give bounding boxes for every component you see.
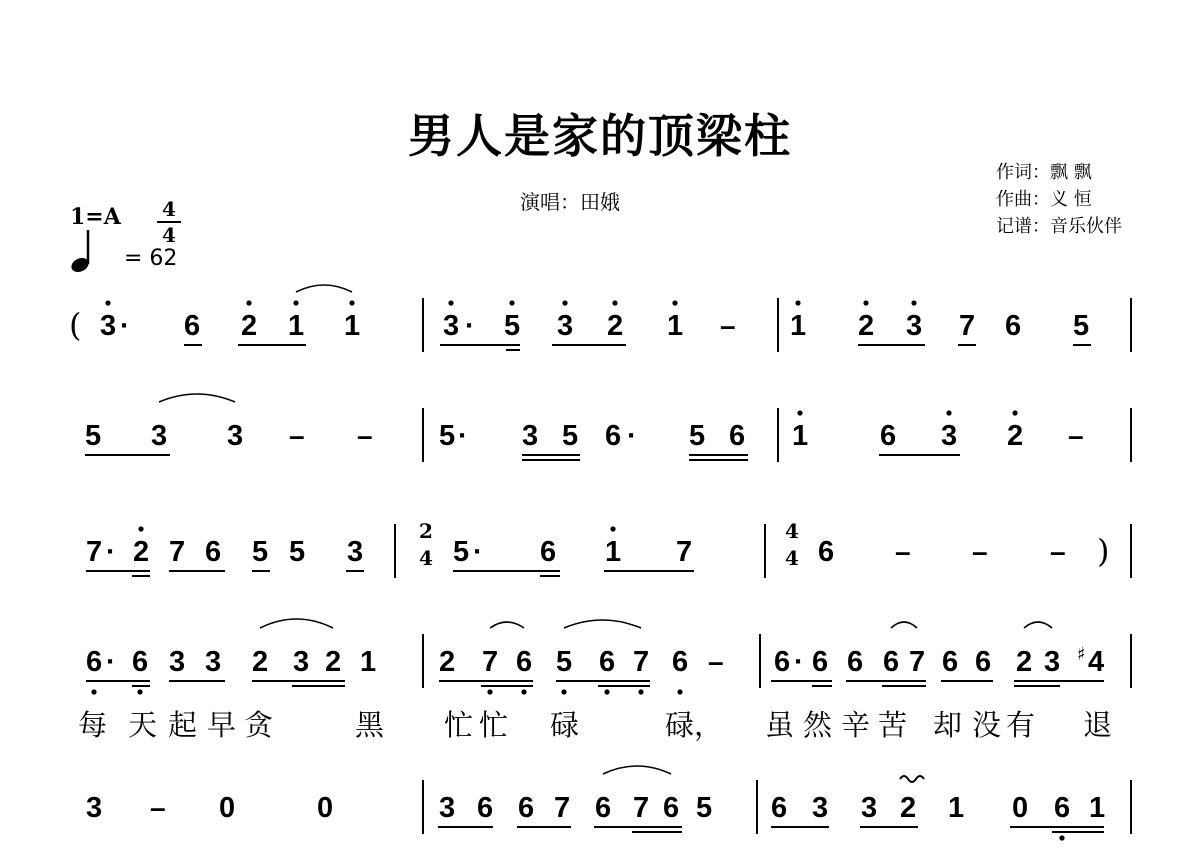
jianpu-note: 6 [729, 420, 746, 452]
jianpu-note: 2 [252, 646, 269, 678]
sharp-accidental: ♯ [1077, 644, 1086, 665]
jianpu-note: 3 [1044, 646, 1061, 678]
jianpu-note: 1 [667, 310, 684, 342]
high-octave-dot [863, 300, 868, 305]
high-octave-dot [612, 300, 617, 305]
jianpu-note: 5 [439, 420, 456, 452]
high-octave-dot [797, 410, 802, 415]
dash-hold: – [357, 420, 373, 451]
jianpu-note: 6 [847, 646, 864, 678]
lyric-syllable: 辛 [841, 708, 871, 742]
jianpu-note: 7 [959, 310, 976, 342]
jianpu-note: 1 [360, 646, 377, 678]
jianpu-note: 6 [132, 646, 149, 678]
jianpu-note: 3 [169, 646, 186, 678]
jianpu-note: 7 [676, 536, 693, 568]
jianpu-note: 6 [883, 646, 900, 678]
song-title: 男人是家的顶梁柱 [408, 109, 792, 163]
lyric-syllable: 忙 [479, 708, 509, 742]
jianpu-note: 3 [100, 310, 117, 342]
jianpu-note: 6 [975, 646, 992, 678]
jianpu-note: 7 [633, 646, 650, 678]
lyric-syllable: 却 [933, 708, 963, 742]
slur-arc [603, 766, 671, 774]
time-signature-denominator: 4 [162, 223, 176, 247]
jianpu-note: 6 [1005, 310, 1022, 342]
augmentation-dot: · [106, 536, 116, 568]
high-octave-dot [246, 300, 251, 305]
time-signature-numerator: 4 [162, 197, 176, 221]
jianpu-note: 5 [556, 646, 573, 678]
low-octave-dot [91, 689, 96, 694]
lyric-syllable: 碌， [665, 708, 724, 742]
jianpu-note: 5 [696, 792, 713, 824]
jianpu-note: 6 [205, 536, 222, 568]
jianpu-note: 7 [909, 646, 926, 678]
lyric-syllable: 起 [168, 708, 198, 742]
jianpu-note: 6 [605, 420, 622, 452]
jianpu-note: 2 [241, 310, 258, 342]
lyric-syllable: 贪 [244, 708, 274, 742]
open-paren: ( [69, 306, 82, 344]
jianpu-note: 5 [453, 536, 470, 568]
jianpu-note: 3 [227, 420, 244, 452]
jianpu-note: 6 [774, 646, 791, 678]
jianpu-note: 7 [86, 536, 103, 568]
low-octave-dot [638, 689, 643, 694]
dash-hold: – [720, 310, 736, 341]
jianpu-note: 2 [1007, 420, 1024, 452]
lyric-syllable: 忙 [444, 708, 474, 742]
low-octave-dot [521, 689, 526, 694]
jianpu-note: 5 [289, 536, 306, 568]
time-signature-digit: 2 [419, 519, 433, 543]
dash-hold: – [972, 536, 988, 567]
jianpu-note: 1 [948, 792, 965, 824]
jianpu-note: 7 [554, 792, 571, 824]
dash-hold: – [895, 536, 911, 567]
jianpu-note: 1 [1089, 792, 1106, 824]
slur-arc [159, 394, 235, 402]
low-octave-dot [604, 689, 609, 694]
jianpu-note: 1 [288, 310, 305, 342]
jianpu-note: 5 [1073, 310, 1090, 342]
lyric-syllable: 天 [128, 708, 158, 742]
lyric-syllable: 退 [1083, 708, 1113, 742]
high-octave-dot [795, 300, 800, 305]
jianpu-note: 3 [557, 310, 574, 342]
jianpu-note: 3 [151, 420, 168, 452]
lyric-syllable: 虽 [765, 708, 795, 742]
slur-arc [891, 622, 917, 628]
jianpu-note: 1 [790, 310, 807, 342]
jianpu-note: 7 [633, 792, 650, 824]
jianpu-note: 6 [880, 420, 897, 452]
jianpu-note: 3 [347, 536, 364, 568]
high-octave-dot [672, 300, 677, 305]
dash-hold: – [708, 646, 724, 677]
lyric-syllable: 早 [207, 708, 237, 742]
mordent-ornament [900, 776, 924, 782]
lyric-syllable: 黑 [355, 708, 385, 742]
jianpu-note: 2 [1016, 646, 1033, 678]
singer-credit: 演唱：田娥 [520, 190, 620, 214]
high-octave-dot [349, 300, 354, 305]
jianpu-note: 6 [818, 536, 835, 568]
jianpu-note: 3 [205, 646, 222, 678]
dash-hold: – [1050, 536, 1066, 567]
jianpu-note: 6 [663, 792, 680, 824]
high-octave-dot [448, 300, 453, 305]
transcriber-credit: 记谱：音乐伙伴 [996, 216, 1122, 237]
jianpu-note: 3 [941, 420, 958, 452]
lyric-syllable: 有 [1006, 708, 1036, 742]
jianpu-note: 0 [219, 792, 236, 824]
slur-arc [490, 622, 524, 628]
jianpu-note: 6 [477, 792, 494, 824]
jianpu-note: 5 [504, 310, 521, 342]
dash-hold: – [289, 420, 305, 451]
high-octave-dot [138, 526, 143, 531]
jianpu-note: 6 [86, 646, 103, 678]
key-signature: 1=A [70, 204, 121, 230]
augmentation-dot: · [106, 646, 116, 678]
jianpu-note: 5 [689, 420, 706, 452]
augmentation-dot: · [473, 536, 483, 568]
high-octave-dot [610, 526, 615, 531]
jianpu-note: 0 [317, 792, 334, 824]
jianpu-note: 3 [812, 792, 829, 824]
jianpu-note: 0 [1012, 792, 1029, 824]
time-signature-digit: 4 [785, 519, 799, 543]
slur-arc [260, 619, 333, 628]
high-octave-dot [946, 410, 951, 415]
lyric-syllable: 苦 [878, 708, 908, 742]
jianpu-note: 6 [184, 310, 201, 342]
slur-arc [296, 285, 352, 292]
jianpu-note: 3 [293, 646, 310, 678]
jianpu-note: 3 [522, 420, 539, 452]
augmentation-dot: · [120, 310, 130, 342]
jianpu-note: 6 [1054, 792, 1071, 824]
jianpu-note: 3 [906, 310, 923, 342]
time-signature-digit: 4 [785, 546, 799, 570]
jianpu-note: 6 [540, 536, 557, 568]
slur-arc [564, 620, 641, 628]
jianpu-note: 6 [599, 646, 616, 678]
lyric-syllable: 然 [803, 708, 833, 742]
high-octave-dot [562, 300, 567, 305]
augmentation-dot: · [465, 310, 475, 342]
low-octave-dot [137, 689, 142, 694]
jianpu-note: 2 [607, 310, 624, 342]
dash-hold: – [1068, 420, 1084, 451]
jianpu-note: 3 [861, 792, 878, 824]
high-octave-dot [105, 300, 110, 305]
jianpu-note: 2 [900, 792, 917, 824]
jianpu-note: 5 [85, 420, 102, 452]
augmentation-dot: · [627, 420, 637, 452]
jianpu-note: 2 [133, 536, 150, 568]
jianpu-note: 3 [443, 310, 460, 342]
jianpu-note: 6 [812, 646, 829, 678]
low-octave-dot [561, 689, 566, 694]
composer-credit: 作曲：义 恒 [996, 189, 1092, 210]
jianpu-note: 2 [439, 646, 456, 678]
tempo-marking: = 62 [124, 246, 178, 271]
jianpu-note: 1 [605, 536, 622, 568]
low-octave-dot [487, 689, 492, 694]
dash-hold: – [150, 792, 166, 823]
low-octave-dot [1059, 835, 1064, 840]
jianpu-note: 5 [562, 420, 579, 452]
jianpu-note: 2 [858, 310, 875, 342]
high-octave-dot [509, 300, 514, 305]
jianpu-note: 6 [672, 646, 689, 678]
lyric-syllable: 每 [78, 708, 108, 742]
augmentation-dot: · [794, 646, 804, 678]
jianpu-note: 6 [942, 646, 959, 678]
slur-arc [1024, 622, 1052, 628]
jianpu-note: 6 [771, 792, 788, 824]
high-octave-dot [1012, 410, 1017, 415]
jianpu-note: 7 [169, 536, 186, 568]
jianpu-note: 6 [595, 792, 612, 824]
lyric-syllable: 碌 [550, 708, 580, 742]
jianpu-note: 5 [252, 536, 269, 568]
jianpu-note: 2 [325, 646, 342, 678]
jianpu-note: 6 [516, 646, 533, 678]
high-octave-dot [911, 300, 916, 305]
lyricist-credit: 作词：飘 飘 [996, 162, 1092, 183]
close-paren: ) [1097, 532, 1110, 570]
jianpu-note: 4 [1088, 646, 1105, 678]
lyric-syllable: 没 [972, 708, 1002, 742]
low-octave-dot [677, 689, 682, 694]
jianpu-note: 1 [344, 310, 361, 342]
augmentation-dot: · [458, 420, 468, 452]
high-octave-dot [293, 300, 298, 305]
jianpu-note: 7 [482, 646, 499, 678]
jianpu-note: 1 [792, 420, 809, 452]
jianpu-note: 6 [518, 792, 535, 824]
jianpu-note: 3 [86, 792, 103, 824]
time-signature-digit: 4 [419, 546, 433, 570]
jianpu-note: 3 [439, 792, 456, 824]
